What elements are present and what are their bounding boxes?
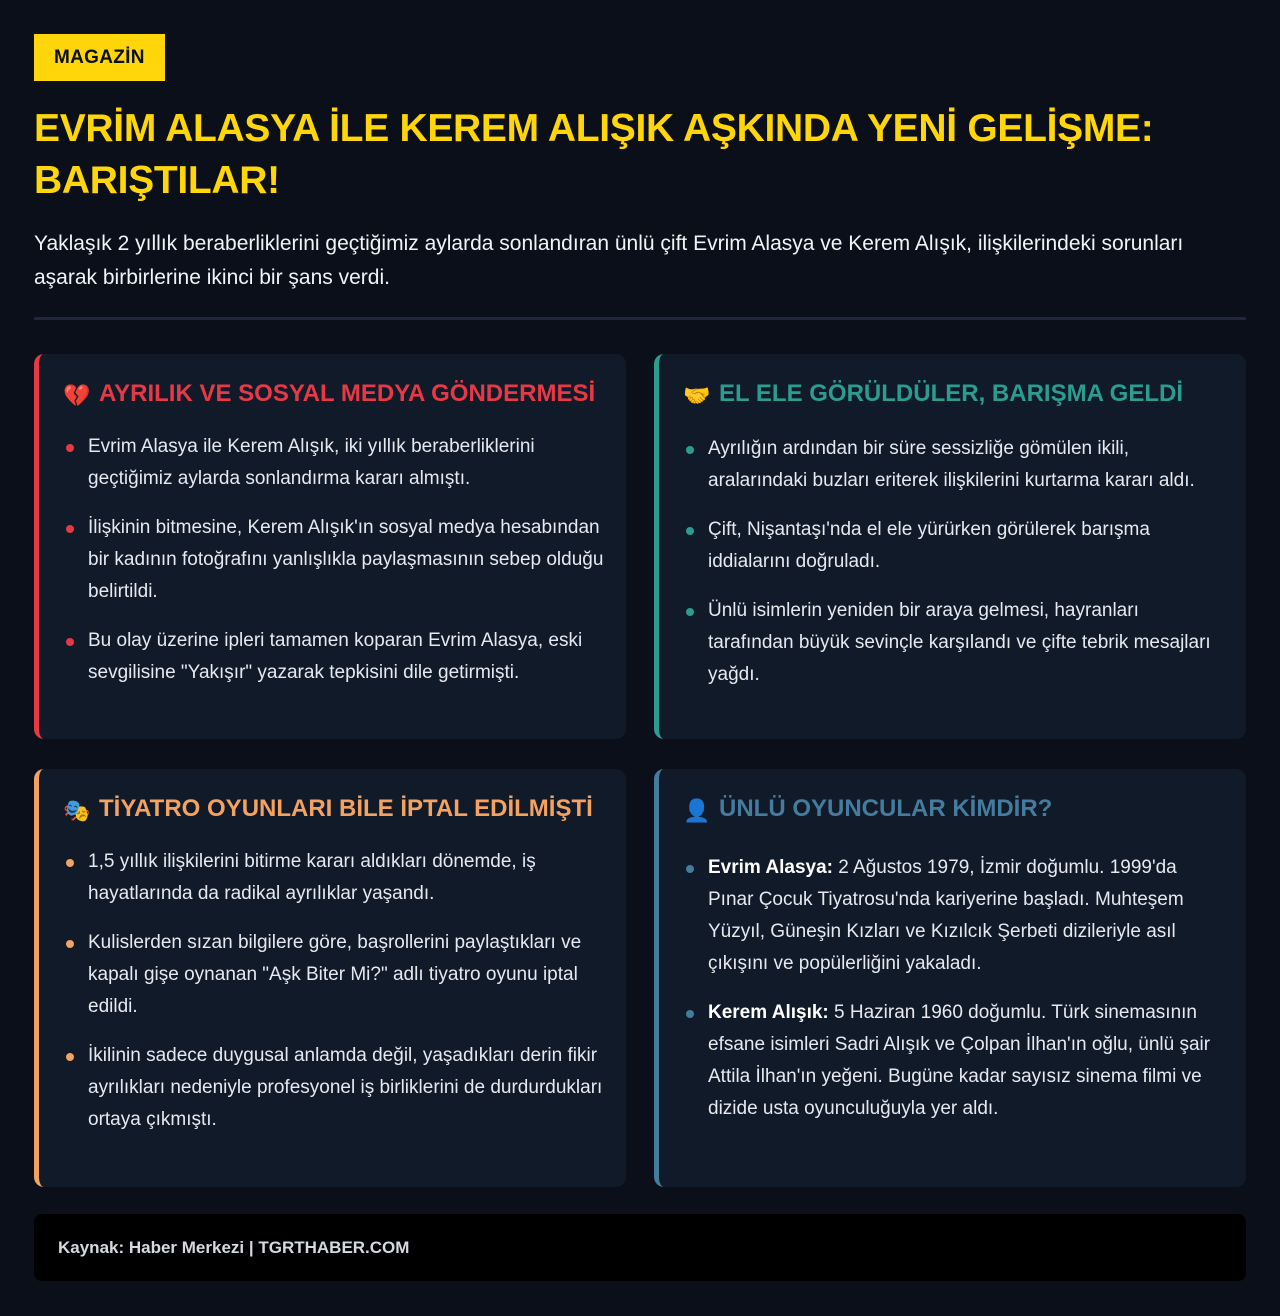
card-title-text: AYRILIK VE SOSYAL MEDYA GÖNDERMESİ [99,380,596,407]
list-item-text: Ayrılığın ardından bir süre sessizliğe gömülen ikili, aralarındaki buzları eriterek ilişkilerini kurtarma kararı aldı. [708,438,1195,491]
handshake-icon: 🤝 [683,383,711,408]
bullet-dot-icon [686,865,694,873]
theater-masks-icon: 🎭 [63,798,91,823]
card-title [63,378,604,411]
bullet-list [683,433,1224,691]
source-footer [34,1214,1246,1281]
list-item-text: Evrim Alasya ile Kerem Alışık, iki yıllık beraberliklerini geçtiğimiz aylarda sonlandırma kararı almıştı. [88,436,535,489]
list-item [63,625,604,689]
headline: EVRİM ALASYA İLE KEREM ALIŞIK AŞKINDA YENİ GELİŞME: BARIŞTILAR! [34,107,1154,202]
bullet-dot-icon [66,525,74,533]
source-text: Kaynak: Haber Merkezi | TGRTHABER.COM [58,1237,410,1257]
broken-heart-icon: 💔 [63,383,91,408]
bullet-dot-icon [66,940,74,948]
card-title-text: TİYATRO OYUNLARI BİLE İPTAL EDİLMİŞTİ [99,795,593,822]
list-item [63,1040,604,1136]
list-item [63,846,604,910]
list-item [683,595,1224,691]
bio-name-label: Kerem Alışık: [708,1002,829,1023]
bullet-list [63,431,604,689]
bullet-list [683,852,1224,1125]
list-item-text: Bu olay üzerine ipleri tamamen koparan Evrim Alasya, eski sevgilisine "Yakışır" yazarak tepkisini dile getirmişti. [88,630,583,683]
bullet-dot-icon [686,446,694,454]
divider [34,317,1246,320]
bullet-dot-icon [686,608,694,616]
person-silhouette-icon: 👤 [683,798,711,823]
list-item [63,512,604,608]
lead-paragraph: Yaklaşık 2 yıllık beraberliklerini geçtiğimiz aylarda sonlandıran ünlü çift Evrim Alasya ve Kerem Alışık, ilişkilerindeki sorunları aşarak birbirlerine ikinci bir şans verdi. [34,232,1184,289]
list-item [683,433,1224,497]
card-title [63,793,604,826]
card-breakup [34,354,626,739]
bullet-list [63,846,604,1136]
category-badge[interactable]: MAGAZİN [34,34,165,81]
bullet-dot-icon [686,527,694,535]
list-item [683,514,1224,578]
list-item [683,852,1224,980]
list-item [683,997,1224,1125]
list-item-text: Kulislerden sızan bilgilere göre, başrollerini paylaştıkları ve kapalı gişe oynanan "Aşk Biter Mi?" adlı tiyatro oyunu iptal edildi. [88,932,582,1017]
bullet-dot-icon [66,444,74,452]
card-theater [34,769,626,1187]
card-title [683,378,1224,411]
info-cards-grid [34,354,1246,1187]
list-item-text: 5 Haziran 1960 doğumlu. Türk sinemasının efsane isimleri Sadri Alışık ve Çolpan İlhan'ın oğlu, ünlü şair Attila İlhan'ın yeğeni. Bugüne kadar sayısız sinema filmi ve dizide usta oyunculuğuyla yer aldı. [708,1002,1211,1119]
list-item-text: 1,5 yıllık ilişkilerini bitirme kararı aldıkları dönemde, iş hayatlarında da radikal ayrılıklar yaşandı. [88,851,536,904]
list-item-text: İlişkinin bitmesine, Kerem Alışık'ın sosyal medya hesabından bir kadının fotoğrafını yanlışlıkla paylaşmasının sebep olduğu belirtildi. [88,517,604,602]
bullet-dot-icon [66,1053,74,1061]
card-actors-bio [654,769,1246,1187]
list-item-text: İkilinin sadece duygusal anlamda değil, yaşadıkları derin fikir ayrılıkları nedeniyle profesyonel iş birliklerini de durdurdukları ortaya çıkmıştı. [88,1045,603,1130]
bullet-dot-icon [66,638,74,646]
bullet-dot-icon [686,1010,694,1018]
list-item-text: 2 Ağustos 1979, İzmir doğumlu. 1999'da Pınar Çocuk Tiyatrosu'nda kariyerine başladı. Muhteşem Yüzyıl, Güneşin Kızları ve Kızılcık Şerbeti dizileriyle asıl çıkışını ve popülerliğini yakaladı. [708,857,1184,974]
card-reconciliation [654,354,1246,739]
card-title-text: EL ELE GÖRÜLDÜLER, BARIŞMA GELDİ [719,380,1184,407]
bio-name-label: Evrim Alasya: [708,857,833,878]
list-item [63,431,604,495]
card-title-text: ÜNLÜ OYUNCULAR KİMDİR? [719,795,1053,822]
list-item-text: Ünlü isimlerin yeniden bir araya gelmesi, hayranları tarafından büyük sevinçle karşılandı ve çifte tebrik mesajları yağdı. [708,600,1211,685]
card-title [683,793,1224,826]
list-item-text: Çift, Nişantaşı'nda el ele yürürken görülerek barışma iddialarını doğruladı. [708,519,1150,572]
list-item [63,927,604,1023]
bullet-dot-icon [66,859,74,867]
